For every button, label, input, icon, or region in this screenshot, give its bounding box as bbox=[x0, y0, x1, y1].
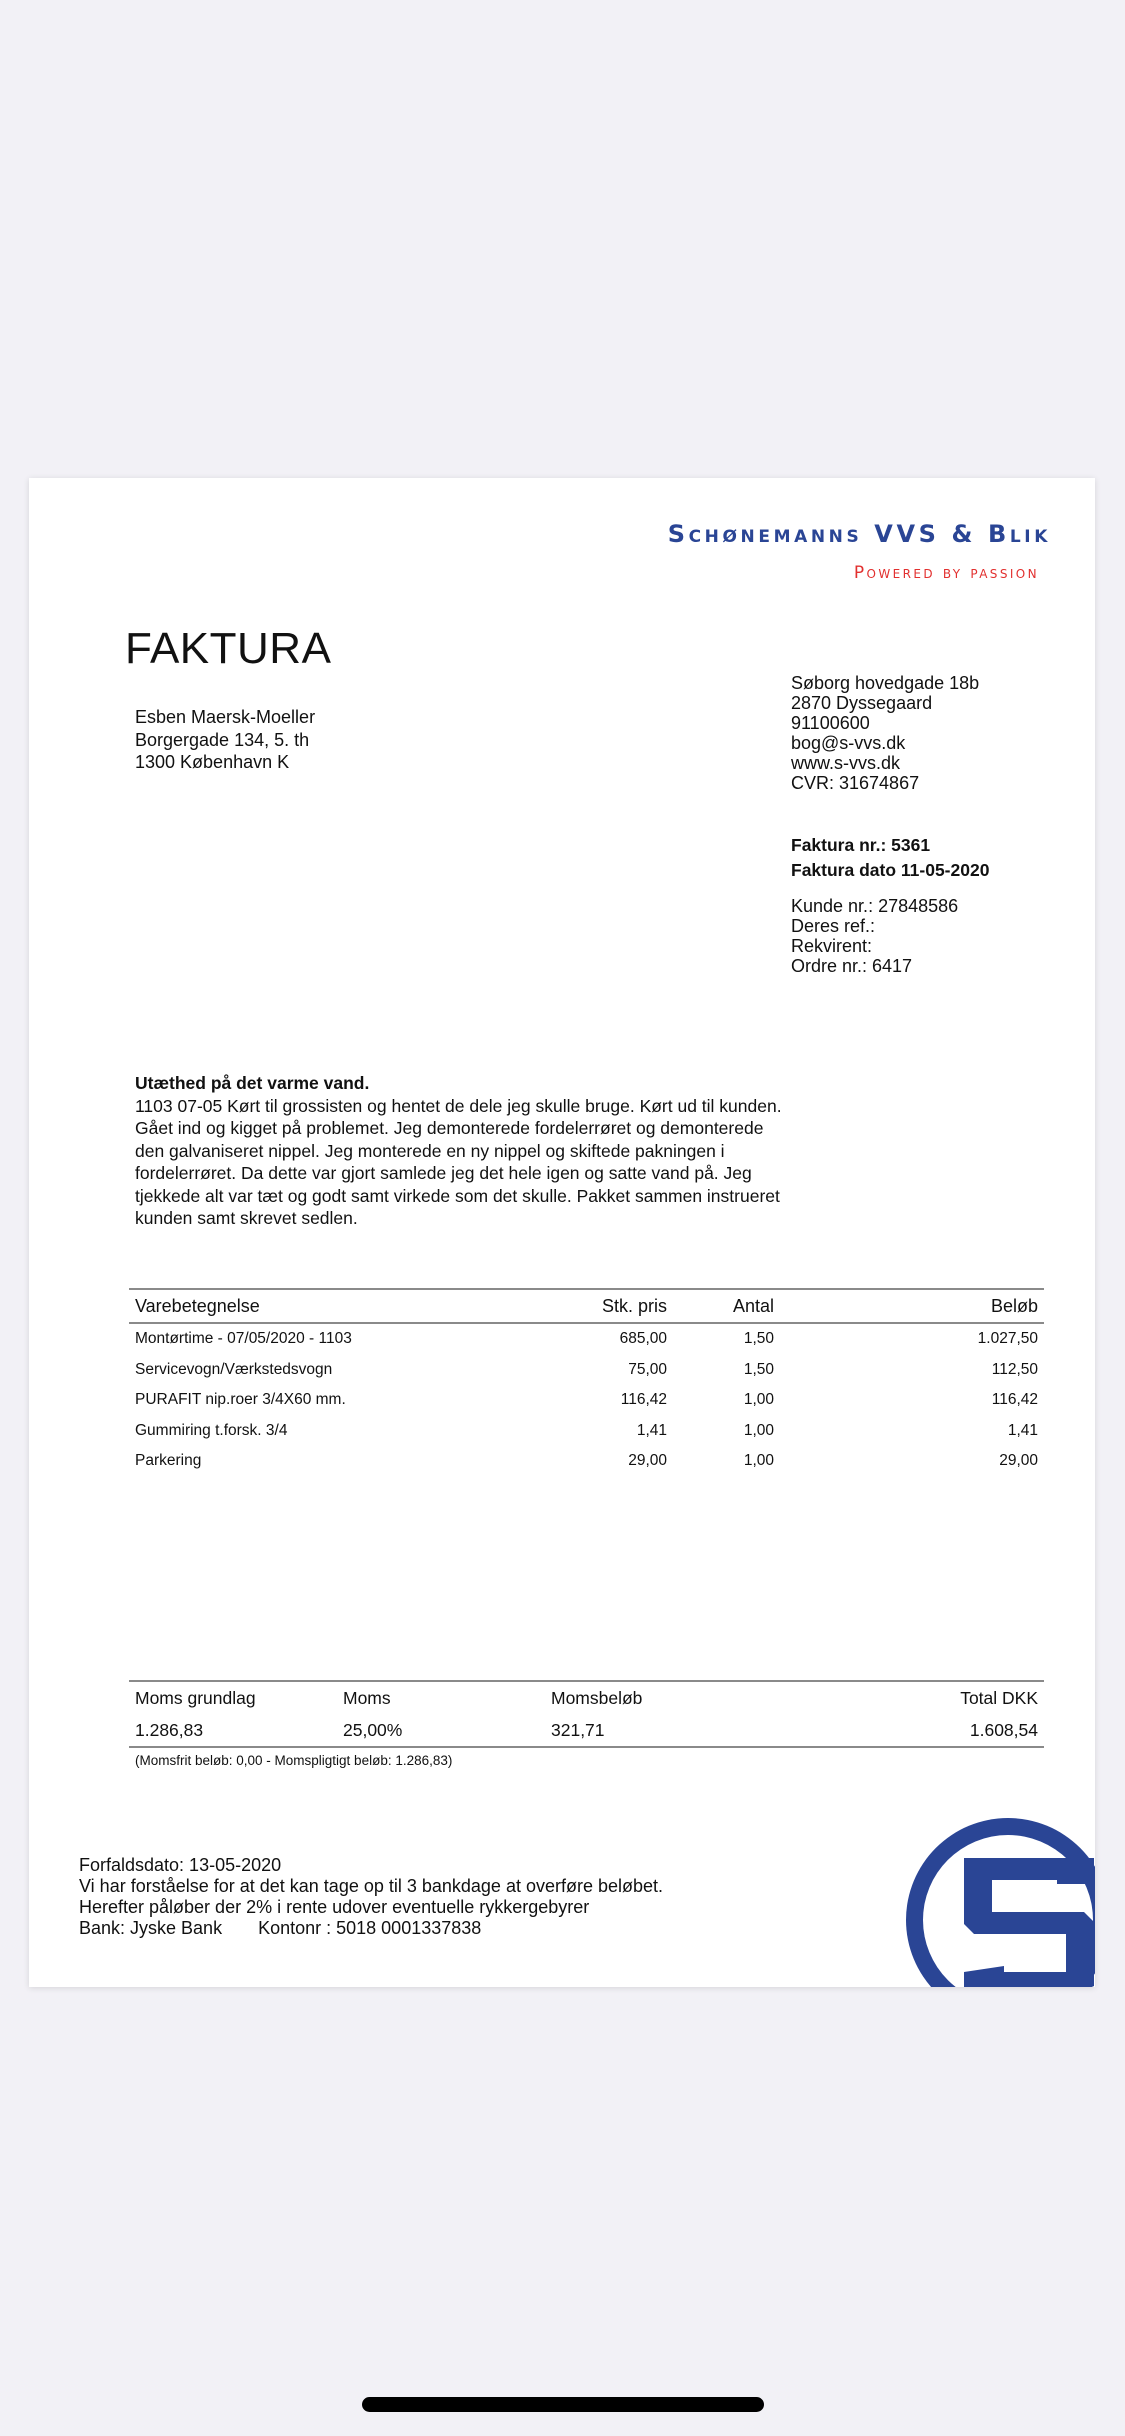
document-title: FAKTURA bbox=[125, 624, 332, 673]
sender-cvr: CVR: 31674867 bbox=[791, 773, 920, 793]
vat-rate-label: Moms bbox=[343, 1687, 391, 1708]
company-name: Schønemanns VVS & Blik bbox=[667, 520, 1051, 548]
item-description: Montørtime - 07/05/2020 - 1103 bbox=[135, 1330, 352, 1348]
line-items-header bbox=[129, 1289, 1044, 1323]
item-quantity: 1,50 bbox=[743, 1330, 774, 1348]
vat-amount-label: Momsbeløb bbox=[551, 1687, 643, 1708]
header-unit-price: Stk. pris bbox=[561, 1289, 673, 1323]
table-row bbox=[129, 1385, 1044, 1416]
vat-note: (Momsfrit beløb: 0,00 - Momspligtigt beløb: 1.286,83) bbox=[135, 1753, 453, 1768]
table-row bbox=[129, 1446, 1044, 1477]
header-description: Varebetegnelse bbox=[129, 1289, 561, 1323]
recipient-address bbox=[135, 706, 315, 774]
invoice-date: Faktura dato 11-05-2020 bbox=[791, 860, 990, 880]
sender-website: www.s-vvs.dk bbox=[791, 753, 901, 773]
item-quantity: 1,50 bbox=[743, 1360, 774, 1378]
sender-city: 2870 Dyssegaard bbox=[791, 693, 933, 713]
total-value: 1.608,54 bbox=[969, 1719, 1038, 1740]
vat-base-label: Moms grundlag bbox=[135, 1687, 256, 1708]
totals-header bbox=[129, 1681, 1044, 1714]
line-items-table bbox=[129, 1288, 1044, 1477]
company-tagline: Powered by passion bbox=[853, 563, 1039, 583]
table-row bbox=[129, 1416, 1044, 1447]
sender-phone: 91100600 bbox=[791, 713, 870, 733]
header-quantity: Antal bbox=[673, 1289, 780, 1323]
invoice-number: Faktura nr.: 5361 bbox=[791, 835, 931, 855]
total-label: Total DKK bbox=[960, 1687, 1038, 1708]
invoice-meta bbox=[791, 896, 958, 976]
home-indicator[interactable] bbox=[362, 2397, 764, 2412]
recipient-name: Esben Maersk-Moeller bbox=[135, 707, 316, 727]
table-row bbox=[129, 1355, 1044, 1386]
item-unit-price: 75,00 bbox=[628, 1360, 667, 1378]
bank-name: Bank: Jyske Bank bbox=[79, 1918, 223, 1938]
item-quantity: 1,00 bbox=[743, 1421, 774, 1439]
invoice-id-block bbox=[791, 833, 989, 883]
vat-amount-value: 321,71 bbox=[551, 1719, 605, 1740]
item-quantity: 1,00 bbox=[743, 1391, 774, 1409]
item-amount: 112,50 bbox=[991, 1360, 1038, 1378]
item-amount: 1.027,50 bbox=[977, 1330, 1038, 1348]
item-description: PURAFIT nip.roer 3/4X60 mm. bbox=[135, 1391, 346, 1409]
sender-email: bog@s-vvs.dk bbox=[791, 733, 906, 753]
item-description: Parkering bbox=[135, 1452, 202, 1470]
totals-table bbox=[129, 1680, 1044, 1748]
item-amount: 116,42 bbox=[991, 1391, 1038, 1409]
totals-values bbox=[129, 1714, 1044, 1747]
header-amount: Beløb bbox=[780, 1289, 1044, 1323]
item-quantity: 1,00 bbox=[743, 1452, 774, 1470]
recipient-city: 1300 København K bbox=[135, 752, 290, 772]
invoice-page bbox=[29, 478, 1095, 1987]
customer-number: Kunde nr.: 27848586 bbox=[791, 896, 959, 916]
table-row bbox=[129, 1323, 1044, 1355]
bank-details bbox=[79, 1918, 663, 1939]
vat-base-value: 1.286,83 bbox=[135, 1719, 204, 1740]
s-circle-logo-icon bbox=[894, 1794, 1095, 1987]
work-description-body: 1103 07-05 Kørt til grossisten og hentet de dele jeg skulle bruge. Kørt ud til kunden. Gået ind og kigget på problemet. Jeg demonterede fordelerrøret og demonterede den galvaniseret nippel. Jeg monterede en ny nippel og skiftede pakningen i fordelerrøret. Da dette var gjort samlede jeg det hele igen og satte vand på. Jeg tjekkede alt var tæt og godt samt virkede som det skulle. Pakket sammen instrueret kunden samt skrevet sedlen. bbox=[135, 1095, 782, 1228]
item-description: Servicevogn/Værkstedsvogn bbox=[135, 1360, 333, 1378]
item-amount: 29,00 bbox=[999, 1452, 1038, 1470]
interest-note: Herefter påløber der 2% i rente udover eventuelle rykkergebyrer bbox=[79, 1897, 590, 1917]
item-unit-price: 116,42 bbox=[620, 1391, 667, 1409]
payment-terms bbox=[79, 1855, 663, 1939]
recipient-street: Borgergade 134, 5. th bbox=[135, 729, 310, 750]
due-date: Forfaldsdato: 13-05-2020 bbox=[79, 1855, 282, 1875]
order-number: Ordre nr.: 6417 bbox=[791, 956, 913, 976]
requisitioner: Rekvirent: bbox=[791, 936, 873, 956]
your-reference: Deres ref.: bbox=[791, 916, 876, 936]
item-description: Gummiring t.forsk. 3/4 bbox=[135, 1421, 288, 1439]
work-description bbox=[135, 1072, 795, 1230]
sender-address bbox=[791, 673, 979, 793]
item-amount: 1,41 bbox=[1007, 1421, 1038, 1439]
item-unit-price: 29,00 bbox=[628, 1452, 667, 1470]
bank-account: Kontonr : 5018 0001337838 bbox=[258, 1918, 482, 1938]
item-unit-price: 685,00 bbox=[619, 1330, 667, 1348]
item-unit-price: 1,41 bbox=[636, 1421, 667, 1439]
sender-street: Søborg hovedgade 18b bbox=[791, 673, 980, 693]
vat-rate-value: 25,00% bbox=[343, 1719, 403, 1740]
payment-note: Vi har forståelse for at det kan tage op til 3 bankdage at overføre beløbet. bbox=[79, 1876, 664, 1896]
work-description-title: Utæthed på det varme vand. bbox=[135, 1073, 370, 1093]
